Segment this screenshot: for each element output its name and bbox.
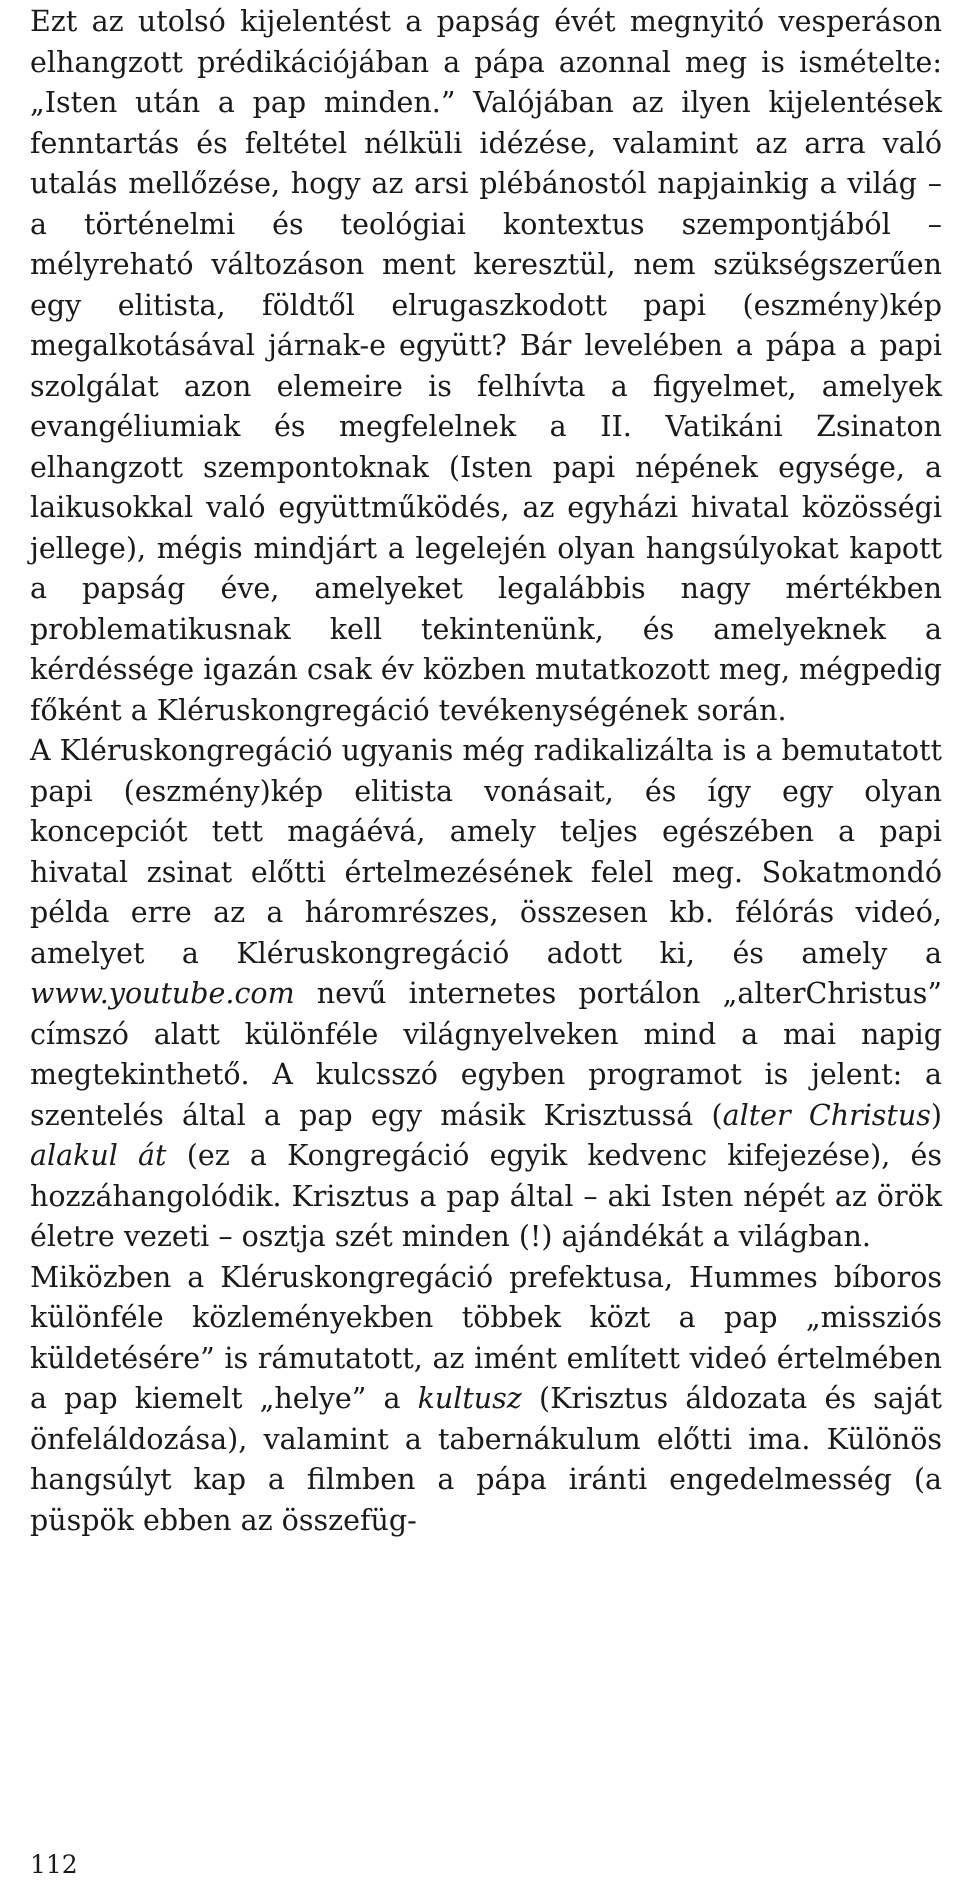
paragraph-2 [30, 731, 942, 1258]
paragraph-2-text: (ez a Kongregáció egyik kedvenc kifejezése), és hozzáhangolódik. Krisztus a pap által – aki Isten népét az örök életre vezeti – osztja szét minden (!) ajándékát a világban. [30, 1139, 942, 1253]
paragraph-3 [30, 1258, 942, 1542]
page-number: 112 [30, 1850, 78, 1879]
emphasized-term: kultusz [417, 1382, 522, 1415]
paragraph-1-text: Ezt az utolsó kijelentést a papság évét megnyitó vesperáson elhangzott prédikációjában a pápa azonnal meg is ismételte: „Isten után a pap minden.” Valójában az ilyen kijelentések fenntartás és feltétel nélküli idézése, valamint az arra való utalás mellőzése, hogy az arsi plébánostól napjainkig a világ – a történelmi és teológiai kontextus szempontjából – mélyreható változáson ment keresztül, nem szükségszerűen egy elitista, földtől elrugaszkodott papi (eszmény)kép megalkotásával járnak-e együtt? Bár levelében a pápa a papi szolgálat azon elemeire is felhívta a figyelmet, amelyek evangéliumiak és megfelelnek a II. Vatikáni Zsinaton elhangzott szempontoknak (Isten papi népének egysége, a laikusokkal való együttműködés, az egyházi hivatal közösségi jellege), mégis mindjárt a legelején olyan hangsúlyokat kapott a papság éve, amelyeket legalábbis nagy mértékben problematikusnak kell tekintenünk, és amelyeknek a kérdéssége igazán csak év közben mutatkozott meg, mégpedig főként a Kléruskongregáció tevékenységének során. [30, 5, 942, 727]
paragraph-2-text: A Kléruskongregáció ugyanis még radikalizálta is a bemutatott papi (eszmény)kép elitista vonásait, és így egy olyan koncepciót tett magáévá, amely teljes egészében a papi hivatal zsinat előtti értelmezésének felel meg. Sokatmondó példa erre az a háromrészes, összesen kb. félórás videó, amelyet a Kléruskongregáció adott ki, és amely a [30, 734, 942, 970]
paragraph-3-text: (Krisztus áldozata és saját önfeláldozása), valamint a tabernákulum előtti ima. Különös hangsúlyt kap a filmben a pápa iránti engedelmesség (a püspök ebben az összefüg- [30, 1382, 942, 1537]
paragraph-2-text: ) [930, 1098, 942, 1132]
paragraph-2-text: nevű internetes portálon „alterChristus” címszó alatt különféle világnyelveken mind a mai napig megtekinthető. A kulcsszó egyben programot is jelent: a szentelés által a pap egy másik Krisztussá ( [30, 977, 942, 1132]
website-reference: www.youtube.com [30, 977, 295, 1010]
page-body [30, 2, 942, 1541]
paragraph-3-text: Miközben a Kléruskongregáció prefektusa, Hummes bíboros különféle közleményekben többek közt a pap „missziós küldetésére” is rámutatott, az imént említett videó értelmében a pap kiemelt „helye” a [30, 1260, 942, 1415]
paragraph-1 [30, 2, 942, 731]
emphasized-phrase: alakul át [30, 1139, 167, 1172]
latin-term: alter Christus [722, 1098, 931, 1132]
